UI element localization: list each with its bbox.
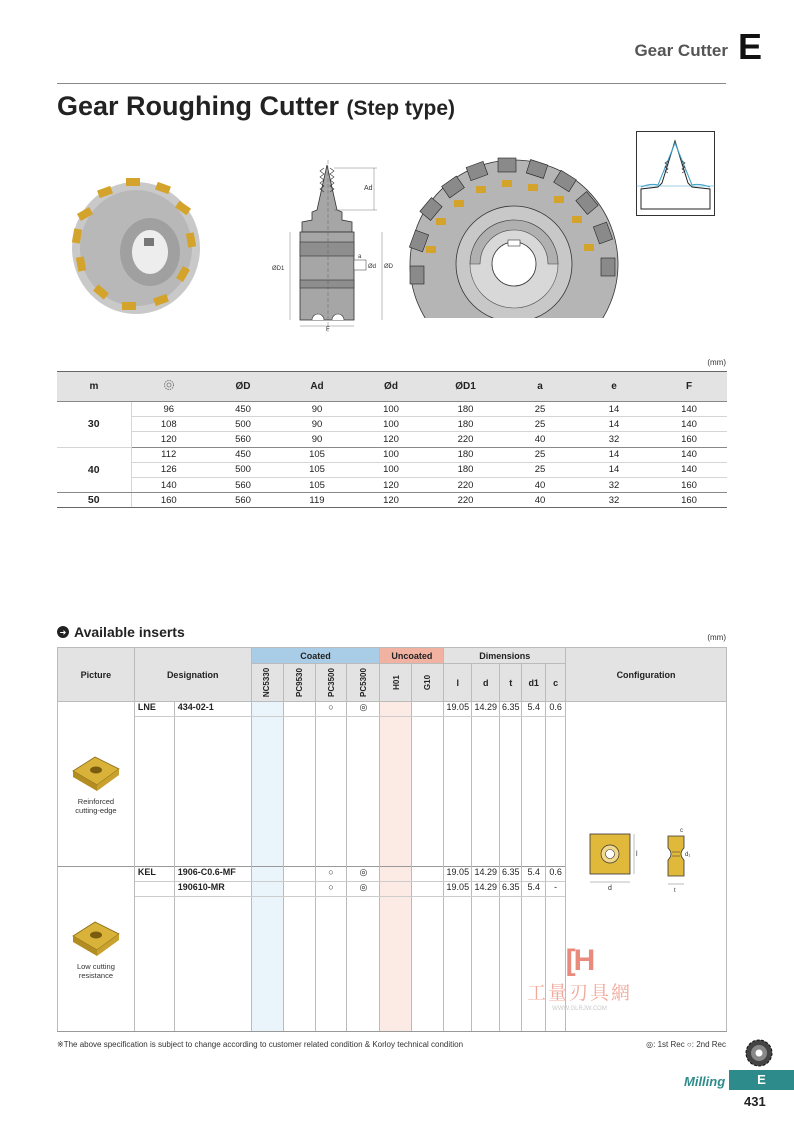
title-sub: (Step type)	[346, 97, 456, 120]
grade-mark	[380, 702, 412, 717]
watermark-text: 工量刃具網	[527, 983, 633, 1004]
spec-cell: 560	[206, 477, 280, 492]
spec-cell: 126	[131, 462, 206, 477]
spec-cell: 160	[651, 493, 727, 508]
svg-text:d₁: d₁	[685, 851, 691, 858]
insert-caption: Reinforced cutting-edge	[75, 797, 117, 815]
cutter-front-view	[404, 156, 622, 318]
inserts-unit: (mm)	[707, 633, 726, 642]
grade-mark	[251, 867, 283, 882]
recommendation-legend: ◎: 1st Rec ○: 2nd Rec	[646, 1040, 726, 1049]
spec-cell: 14	[577, 447, 651, 462]
spec-cell: 140	[651, 447, 727, 462]
col-a: a	[503, 372, 577, 402]
spec-cell: 160	[131, 493, 206, 508]
svg-text:d: d	[608, 884, 612, 892]
grade-mark	[251, 702, 283, 717]
grade-pc3500: PC3500	[315, 664, 347, 702]
label-f: F	[326, 327, 330, 332]
insert-config-icon	[586, 826, 706, 906]
spec-cell: 140	[651, 417, 727, 432]
spec-cell: 500	[206, 462, 280, 477]
module-value: 40	[57, 447, 131, 493]
gear-profile-icon	[636, 131, 715, 216]
grade-mark: ◎	[347, 702, 380, 717]
spec-cell: 500	[206, 417, 280, 432]
footer-tab: E	[729, 1070, 794, 1090]
spec-cell: 105	[280, 477, 354, 492]
spec-cell: 100	[354, 447, 428, 462]
svg-text:c: c	[680, 827, 684, 834]
spec-cell: 25	[503, 462, 577, 477]
grade-mark	[283, 882, 315, 897]
label-od: ØD	[384, 264, 393, 270]
spec-cell: 32	[577, 493, 651, 508]
col-configuration: Configuration	[566, 648, 727, 702]
insert-picture-kel	[58, 867, 135, 1032]
spec-cell: 100	[354, 462, 428, 477]
dim-value: 5.4	[522, 882, 546, 897]
dim-value: 19.05	[444, 702, 472, 717]
spec-cell: 220	[428, 477, 503, 492]
watermark-logo: [H	[565, 944, 594, 977]
label-odd: Ød	[368, 264, 377, 270]
label-od1: ØD1	[272, 266, 285, 272]
spec-cell: 180	[428, 447, 503, 462]
grade-mark: ○	[315, 702, 347, 717]
insert-code: 190610-MR	[174, 882, 251, 897]
spec-cell: 160	[651, 477, 727, 492]
header-divider	[57, 83, 726, 84]
spec-cell: 25	[503, 447, 577, 462]
grade-pc9530: PC9530	[283, 664, 315, 702]
spec-cell: 25	[503, 402, 577, 417]
spec-cell: 14	[577, 417, 651, 432]
dim-value: 0.6	[546, 702, 566, 717]
col-ad: Ad	[280, 372, 354, 402]
col-dimensions: Dimensions	[444, 648, 566, 664]
spec-cell: 40	[503, 493, 577, 508]
spec-cell: 120	[354, 477, 428, 492]
dim-value: 14.29	[472, 702, 500, 717]
spec-cell: 14	[577, 402, 651, 417]
spec-cell: 96	[131, 402, 206, 417]
insert-code: 434-02-1	[174, 702, 251, 717]
spec-cell: 140	[651, 402, 727, 417]
grade-mark: ○	[315, 882, 347, 897]
gear-icon	[163, 379, 175, 391]
dim-value: 0.6	[546, 867, 566, 882]
section-header	[634, 26, 762, 67]
svg-text:t: t	[674, 887, 676, 894]
spec-cell: 560	[206, 432, 280, 447]
grade-mark	[380, 867, 412, 882]
grade-mark	[251, 882, 283, 897]
dim-value: 14.29	[472, 882, 500, 897]
watermark-url: WWW.GLRJW.COM	[552, 1006, 607, 1012]
grade-mark: ○	[315, 867, 347, 882]
arrow-icon: ➜	[57, 626, 69, 638]
insert-picture-lne	[58, 702, 135, 867]
spec-cell: 120	[354, 432, 428, 447]
insert-code: 1906-C0.6-MF	[174, 867, 251, 882]
grade-mark	[283, 702, 315, 717]
dim-value: 14.29	[472, 867, 500, 882]
dim-value: 6.35	[500, 867, 522, 882]
section-letter: E	[737, 26, 762, 67]
svg-text:l: l	[636, 850, 638, 858]
spec-cell: 160	[651, 432, 727, 447]
grade-nc5330: NC5330	[251, 664, 283, 702]
dim-value: 19.05	[444, 867, 472, 882]
module-value: 50	[57, 493, 131, 508]
spec-cell: 120	[354, 493, 428, 508]
col-m: m	[57, 372, 131, 402]
footer-section: Milling	[684, 1074, 726, 1089]
spec-cell: 90	[280, 417, 354, 432]
dim-value: 6.35	[500, 882, 522, 897]
spec-cell: 105	[280, 447, 354, 462]
grade-mark	[283, 867, 315, 882]
dim-value: 19.05	[444, 882, 472, 897]
dim-c: c	[546, 664, 566, 702]
insert-type: LNE	[134, 702, 174, 717]
grade-mark: ◎	[347, 867, 380, 882]
spec-cell: 105	[280, 462, 354, 477]
spec-cell: 32	[577, 477, 651, 492]
dim-value: 6.35	[500, 702, 522, 717]
grade-mark	[412, 867, 444, 882]
spec-cell: 140	[131, 477, 206, 492]
footnote: ※The above specification is subject to change according to customer related condition & Korloy technical condition	[57, 1040, 464, 1049]
spec-cell: 180	[428, 402, 503, 417]
watermark	[527, 944, 632, 1012]
spec-cell: 560	[206, 493, 280, 508]
spec-cell: 40	[503, 432, 577, 447]
insert-type: KEL	[134, 867, 174, 882]
spec-cell: 220	[428, 432, 503, 447]
dim-value: -	[546, 882, 566, 897]
insert-kel-icon	[69, 918, 123, 958]
dim-value: 5.4	[522, 702, 546, 717]
label-ad: Ad	[364, 185, 373, 192]
col-teeth	[131, 372, 206, 402]
spec-cell: 450	[206, 402, 280, 417]
inserts-section-title	[57, 624, 185, 640]
milling-cutter-icon	[744, 1037, 774, 1069]
col-coated: Coated	[251, 648, 380, 664]
spec-cell: 40	[503, 477, 577, 492]
insert-caption: Low cutting resistance	[76, 962, 115, 980]
spec-cell: 108	[131, 417, 206, 432]
col-odd: Ød	[354, 372, 428, 402]
dim-d: d	[472, 664, 500, 702]
page-number: 431	[744, 1094, 766, 1109]
col-od: ØD	[206, 372, 280, 402]
dim-value: 5.4	[522, 867, 546, 882]
inserts-title-text: Available inserts	[74, 624, 185, 640]
spec-table	[57, 371, 727, 508]
spec-cell: 90	[280, 432, 354, 447]
spec-cell: 140	[651, 462, 727, 477]
grade-g10: G10	[412, 664, 444, 702]
title-main: Gear Roughing Cutter	[57, 91, 339, 121]
grade-mark: ◎	[347, 882, 380, 897]
spec-cell: 119	[280, 493, 354, 508]
spec-cell: 90	[280, 402, 354, 417]
spec-cell: 180	[428, 417, 503, 432]
dim-l: l	[444, 664, 472, 702]
label-a: a	[358, 254, 362, 260]
insert-lne-icon	[69, 753, 123, 793]
col-designation: Designation	[134, 648, 251, 702]
col-uncoated: Uncoated	[380, 648, 444, 664]
module-value: 30	[57, 402, 131, 448]
spec-cell: 220	[428, 493, 503, 508]
spec-cell: 100	[354, 417, 428, 432]
spec-cell: 180	[428, 462, 503, 477]
spec-cell: 25	[503, 417, 577, 432]
section-name: Gear Cutter	[634, 41, 728, 60]
grade-mark	[380, 882, 412, 897]
page-title	[57, 91, 455, 122]
grade-h01: H01	[380, 664, 412, 702]
spec-cell: 120	[131, 432, 206, 447]
grade-mark	[412, 702, 444, 717]
spec-cell: 32	[577, 432, 651, 447]
spec-unit: (mm)	[707, 358, 726, 367]
grade-pc5300: PC5300	[347, 664, 380, 702]
spec-cell: 112	[131, 447, 206, 462]
col-od1: ØD1	[428, 372, 503, 402]
dim-t: t	[500, 664, 522, 702]
grade-mark	[412, 882, 444, 897]
col-e: e	[577, 372, 651, 402]
col-f: F	[651, 372, 727, 402]
cutter-photo	[68, 170, 203, 320]
col-picture: Picture	[58, 648, 135, 702]
dim-d1: d1	[522, 664, 546, 702]
spec-cell: 100	[354, 402, 428, 417]
spec-cell: 450	[206, 447, 280, 462]
spec-cell: 14	[577, 462, 651, 477]
cutter-section-diagram	[272, 160, 404, 332]
